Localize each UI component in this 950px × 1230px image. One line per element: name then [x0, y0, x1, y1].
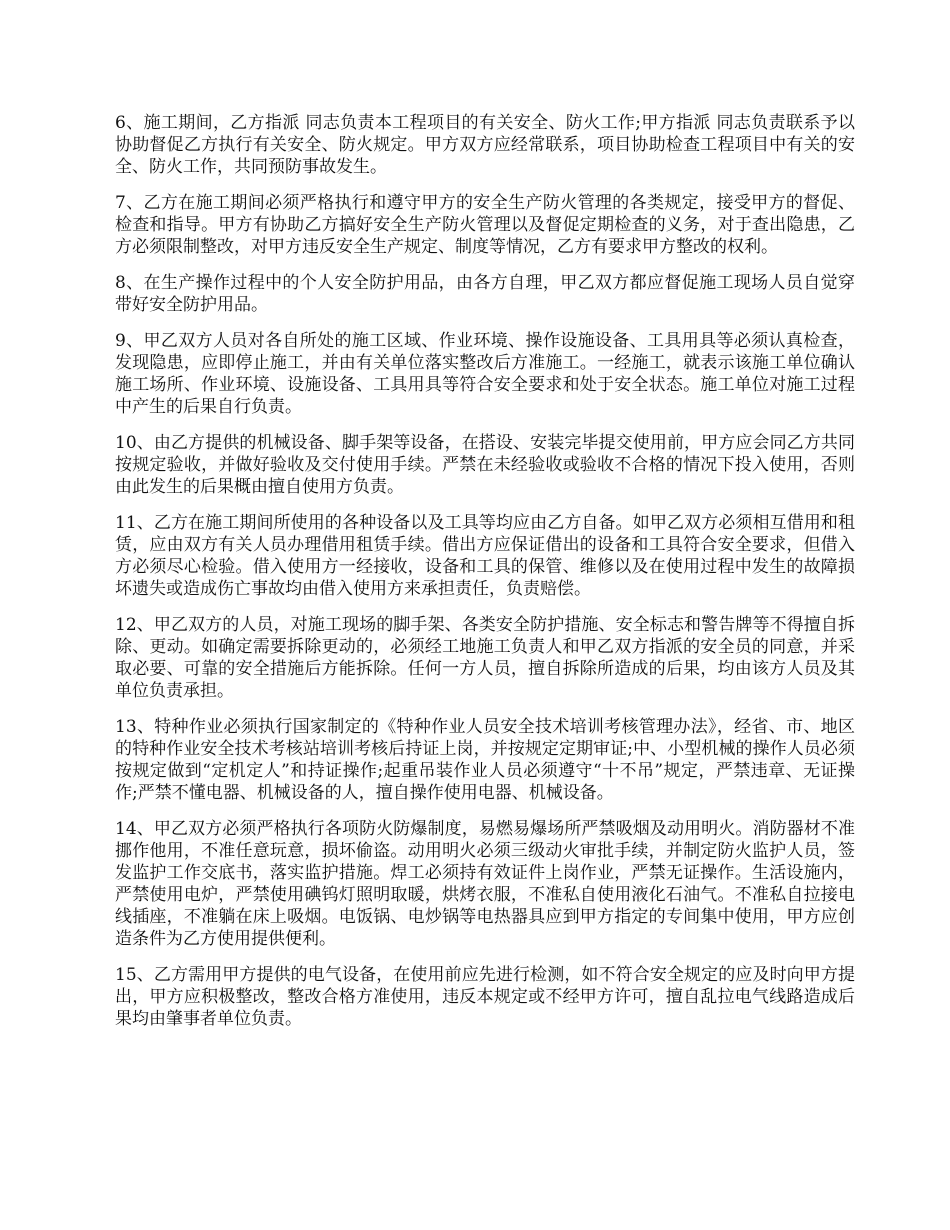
paragraph-item-7: 7、乙方在施工期间必须严格执行和遵守甲方的安全生产防火管理的各类规定，接受甲方的督促、检查和指导。甲方有协助乙方搞好安全生产防火管理以及督促定期检查的义务，对于查出隐患，乙方必须限制整改，对甲方违反安全生产规定、制度等情况，乙方有要求甲方整改的权利。	[115, 193, 855, 257]
document-body	[115, 112, 855, 1044]
paragraph-item-9: 9、甲乙双方人员对各自所处的施工区域、作业环境、操作设施设备、工具用具等必须认真检查，发现隐患，应即停止施工，并由有关单位落实整改后方准施工。一经施工，就表示该施工单位确认施工场所、作业环境、设施设备、工具用具等符合安全要求和处于安全状态。施工单位对施工过程中产生的后果自行负责。	[115, 331, 855, 417]
paragraph-item-13: 13、特种作业必须执行国家制定的《特种作业人员安全技术培训考核管理办法》，经省、市、地区的特种作业安全技术考核站培训考核后持证上岗，并按规定定期审证;中、小型机械的操作人员必须按规定做到“定机定人”和持证操作;起重吊装作业人员必须遵守“十不吊”规定，严禁违章、无证操作;严禁不懂电器、机械设备的人，擅自操作使用电器、机械设备。	[115, 717, 855, 803]
paragraph-item-11: 11、乙方在施工期间所使用的各种设备以及工具等均应由乙方自备。如甲乙双方必须相互借用和租赁，应由双方有关人员办理借用租赁手续。借出方应保证借出的设备和工具符合安全要求，但借入方必须尽心检验。借入使用方一经接收，设备和工具的保管、维修以及在使用过程中发生的故障损坏遗失或造成伤亡事故均由借入使用方来承担责任，负责赔偿。	[115, 513, 855, 599]
paragraph-item-14: 14、甲乙双方必须严格执行各项防火防爆制度，易燃易爆场所严禁吸烟及动用明火。消防器材不准挪作他用，不准任意玩意，损坏偷盗。动用明火必须三级动火审批手续，并制定防火监护人员，签发监护工作交底书，落实监护措施。焊工必须持有效证件上岗作业，严禁无证操作。生活设施内，严禁使用电炉，严禁使用碘钨灯照明取暖，烘烤衣服，不准私自使用液化石油气。不准私自拉接电线插座，不准躺在床上吸烟。电饭锅、电炒锅等电热器具应到甲方指定的专间集中使用，甲方应创造条件为乙方使用提供便利。	[115, 819, 855, 949]
paragraph-item-6: 6、施工期间，乙方指派 同志负责本工程项目的有关安全、防火工作;甲方指派 同志负责联系予以协助督促乙方执行有关安全、防火规定。甲方双方应经常联系，项目协助检查工程项目中有关的安全、防火工作，共同预防事故发生。	[115, 113, 855, 177]
paragraph-item-12: 12、甲乙双方的人员，对施工现场的脚手架、各类安全防护措施、安全标志和警告牌等不得擅自拆除、更动。如确定需要拆除更动的，必须经工地施工负责人和甲乙双方指派的安全员的同意，并采取必要、可靠的安全措施后方能拆除。任何一方人员，擅自拆除所造成的后果，均由该方人员及其单位负责承担。	[115, 615, 855, 701]
paragraph-item-10: 10、由乙方提供的机械设备、脚手架等设备，在搭设、安装完毕提交使用前，甲方应会同乙方共同按规定验收，并做好验收及交付使用手续。严禁在未经验收或验收不合格的情况下投入使用，否则由此发生的后果概由擅自使用方负责。	[115, 433, 855, 497]
paragraph-item-8: 8、在生产操作过程中的个人安全防护用品，由各方自理，甲乙双方都应督促施工现场人员自觉穿带好安全防护用品。	[115, 273, 855, 315]
paragraph-item-15: 15、乙方需用甲方提供的电气设备，在使用前应先进行检测，如不符合安全规定的应及时向甲方提出，甲方应积极整改，整改合格方准使用，违反本规定或不经甲方许可，擅自乱拉电气线路造成后果均由肇事者单位负责。	[115, 965, 855, 1029]
